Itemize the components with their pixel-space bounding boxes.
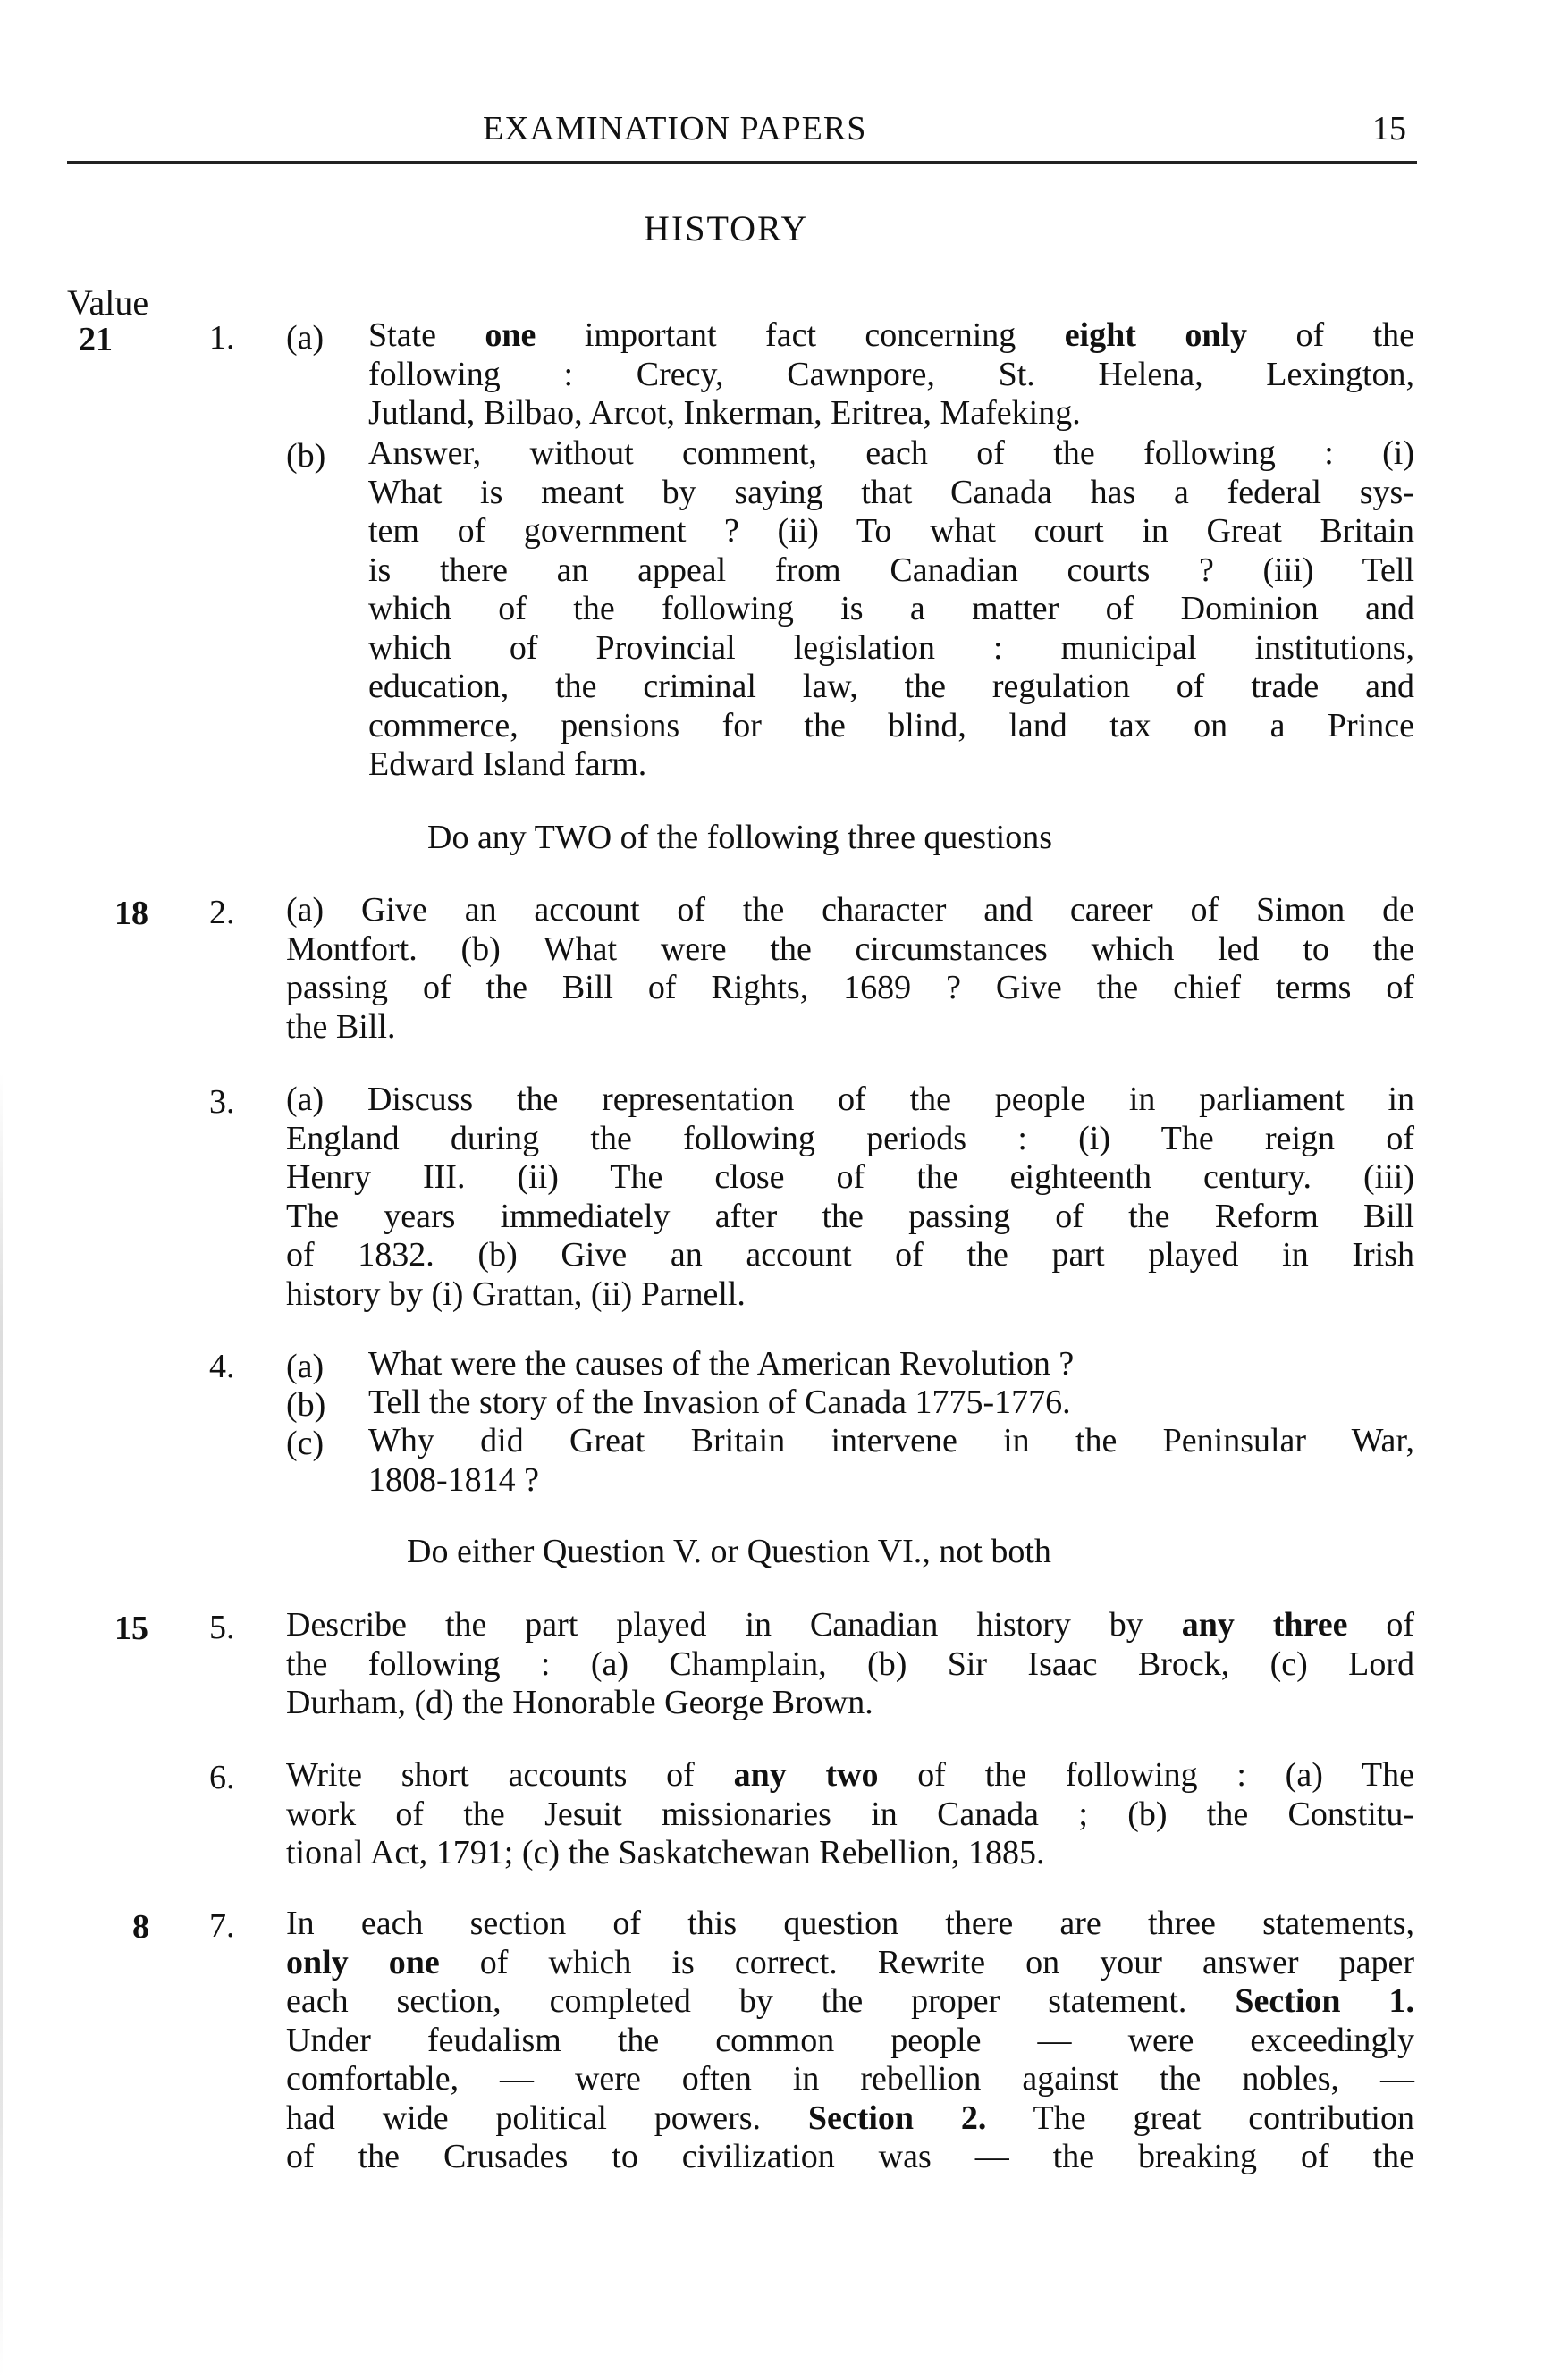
text-line: is there an appeal from Canadian courts ? (iii) Tell xyxy=(368,551,1414,589)
question-5-number: 5. xyxy=(209,1609,235,1646)
question-3-text xyxy=(286,1081,1414,1314)
text-line: (a) Give an account of the character and career of Simon de xyxy=(286,891,1414,929)
text-line: only one of which is correct. Rewrite on your answer paper xyxy=(286,1943,1414,1981)
text-line: Answer, without comment, each of the following : (i) xyxy=(368,434,1414,472)
question-4-part-c xyxy=(368,1422,1414,1500)
text-line: the following : (a) Champlain, (b) Sir Isaac Brock, (c) Lord xyxy=(286,1644,1414,1683)
question-1-number: 1. xyxy=(209,319,235,357)
question-7-number: 7. xyxy=(209,1907,235,1945)
question-7-value: 8 xyxy=(132,1908,149,1946)
text-line: which of the following is a matter of Dominion and xyxy=(368,590,1414,627)
question-2-text xyxy=(286,891,1414,1047)
text-line: Montfort. (b) What were the circumstances which led to the xyxy=(286,929,1414,968)
text-line: Tell the story of the Invasion of Canada 1775-1776. xyxy=(368,1383,1071,1421)
text-line: each section, completed by the proper statement. Section 1. xyxy=(286,1982,1414,2020)
text-line: Describe the part played in Canadian history by any three of xyxy=(286,1606,1415,1644)
question-4-part-a xyxy=(368,1345,1414,1384)
text-line: comfortable, — were often in rebellion against the nobles, — xyxy=(286,2060,1414,2098)
question-6-number: 6. xyxy=(209,1759,235,1796)
text-line: education, the criminal law, the regulation of trade and xyxy=(368,668,1414,705)
text-line: history by (i) Grattan, (ii) Parnell. xyxy=(286,1274,746,1313)
text-line: Henry III. (ii) The close of the eighteenth century. (iii) xyxy=(286,1158,1414,1196)
running-title: EXAMINATION PAPERS xyxy=(483,110,867,147)
question-2-number: 2. xyxy=(209,894,235,931)
text-line: of 1832. (b) Give an account of the part played in Irish xyxy=(286,1236,1414,1274)
question-4-part-a-label: (a) xyxy=(286,1348,325,1385)
question-1-part-b xyxy=(368,434,1414,785)
text-line: commerce, pensions for the blind, land tax on a Prince xyxy=(368,706,1414,744)
question-4-part-b-label: (b) xyxy=(286,1386,326,1424)
text-line: tional Act, 1791; (c) the Saskatchewan Rebellion, 1885. xyxy=(286,1834,1045,1871)
instruction-either-five-or-six: Do either Question V. or Question VI., not both xyxy=(407,1533,1051,1570)
text-line: passing of the Bill of Rights, 1689 ? Give the chief terms of xyxy=(286,969,1414,1006)
question-5-value: 15 xyxy=(114,1610,148,1647)
text-line: Write short accounts of any two of the following : (a) The xyxy=(286,1756,1414,1794)
instruction-two-of-three: Do any TWO of the following three questions xyxy=(427,819,1052,856)
page-edge-shadow xyxy=(0,1072,3,2377)
text-line: following : Crecy, Cawnpore, St. Helena, Lexington, xyxy=(368,355,1414,393)
question-4-number: 4. xyxy=(209,1348,235,1385)
question-6-text xyxy=(286,1756,1414,1873)
question-3-number: 3. xyxy=(209,1083,235,1121)
section-title: HISTORY xyxy=(644,208,809,248)
text-line: which of Provincial legislation : municipal institutions, xyxy=(368,628,1414,667)
question-4-part-b xyxy=(368,1383,1414,1423)
text-line: of the Crusades to civilization was — the breaking of the xyxy=(286,2138,1414,2175)
question-4-part-c-label: (c) xyxy=(286,1425,325,1462)
text-line: What is meant by saying that Canada has a federal sys- xyxy=(368,473,1414,511)
text-line: England during the following periods : (i) The reign of xyxy=(286,1119,1414,1157)
value-column-label: Value xyxy=(67,282,149,323)
text-line: State one important fact concerning eight only of the xyxy=(368,316,1414,354)
text-line: the Bill. xyxy=(286,1007,396,1046)
text-line: 1808-1814 ? xyxy=(368,1460,540,1499)
text-line: In each section of this question there are three statements, xyxy=(286,1905,1414,1942)
question-1-value: 21 xyxy=(79,321,113,358)
text-line: Jutland, Bilbao, Arcot, Inkerman, Eritrea, Mafeking. xyxy=(368,394,1081,432)
question-1-part-b-label: (b) xyxy=(286,437,326,475)
text-line: tem of government ? (ii) To what court in Great Britain xyxy=(368,512,1414,550)
question-5-text xyxy=(286,1606,1414,1723)
text-line: (a) Discuss the representation of the people in parliament in xyxy=(286,1081,1414,1118)
text-line: had wide political powers. Section 2. The great contribution xyxy=(286,2098,1414,2137)
header-rule xyxy=(67,161,1417,164)
text-line: Durham, (d) the Honorable George Brown. xyxy=(286,1684,873,1721)
page-number: 15 xyxy=(1372,110,1406,147)
text-line: work of the Jesuit missionaries in Canada ; (b) the Constitu- xyxy=(286,1795,1414,1833)
text-line: Under feudalism the common people — were exceedingly xyxy=(286,2021,1414,2059)
question-1-part-a xyxy=(368,316,1414,433)
text-line: What were the causes of the American Revolution ? xyxy=(368,1345,1075,1383)
text-line: Why did Great Britain intervene in the Peninsular War, xyxy=(368,1422,1414,1459)
text-line: Edward Island farm. xyxy=(368,745,647,783)
question-2-value: 18 xyxy=(114,895,148,932)
text-line: The years immediately after the passing of the Reform Bill xyxy=(286,1197,1414,1235)
question-1-part-a-label: (a) xyxy=(286,319,325,357)
question-7-text xyxy=(286,1905,1414,2177)
